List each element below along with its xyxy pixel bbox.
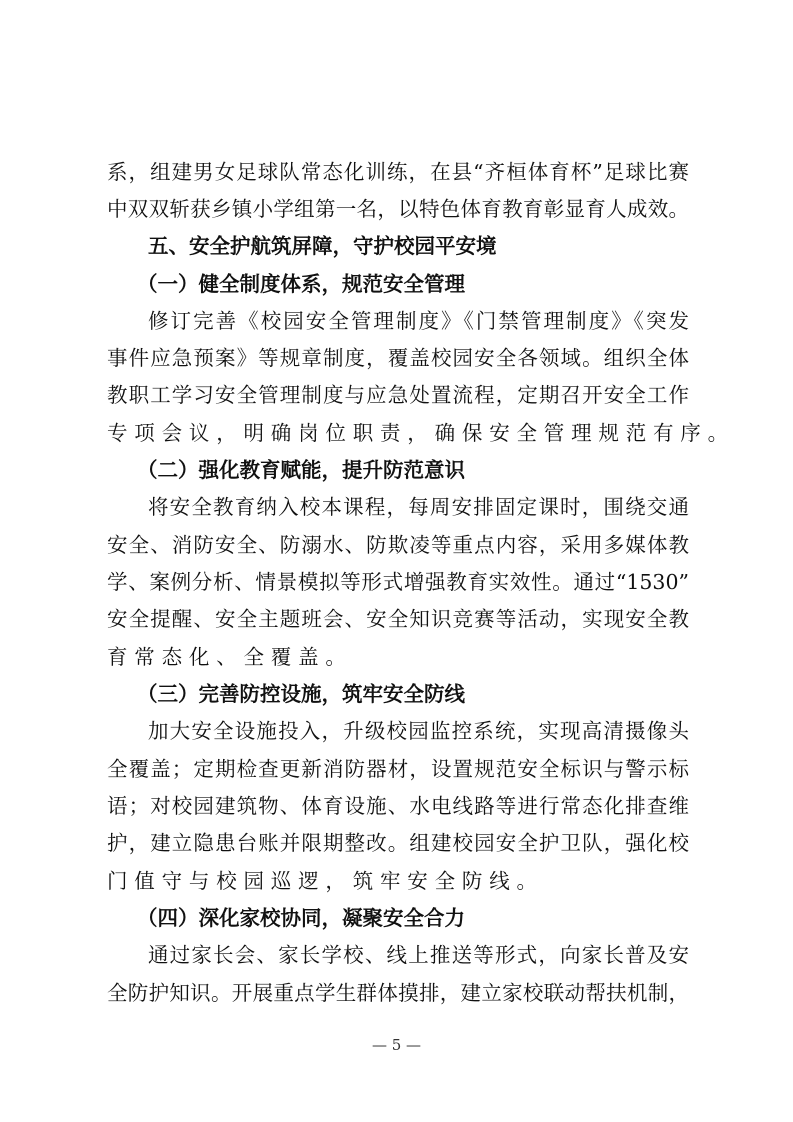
- paragraph-line: 通过家长会、家长学校、线上推送等形式，向家长普及安: [148, 943, 689, 967]
- subsection-heading: （一）健全制度体系，规范安全管理: [137, 272, 465, 296]
- paragraph-line: 修订完善《校园安全管理制度》《门禁管理制度》《突发: [148, 309, 689, 333]
- subsection-heading: （三）完善防控设施，筑牢安全防线: [137, 682, 465, 706]
- paragraph-line: 护，建立隐患台账并限期整改。组建校园安全护卫队，强化校: [107, 831, 689, 855]
- paragraph-line: 育常态化、全覆盖。: [107, 645, 353, 669]
- paragraph-line: 教职工学习安全管理制度与应急处置流程，定期召开安全工作: [107, 383, 689, 407]
- paragraph-line: 事件应急预案》等规章制度，覆盖校园安全各领域。组织全体: [107, 346, 689, 370]
- page-number: — 5 —: [371, 1036, 422, 1054]
- paragraph-line: 系，组建男女足球队常态化训练，在县“齐桓体育杯”足球比赛: [107, 160, 689, 184]
- paragraph-line: 安全提醒、安全主题班会、安全知识竞赛等活动，实现安全教: [107, 607, 689, 631]
- subsection-heading: （四）深化家校协同，凝聚安全合力: [137, 906, 465, 930]
- subsection-heading: （二）强化教育赋能，提升防范意识: [137, 458, 465, 482]
- paragraph-line: 门值守与校园巡逻，筑牢安全防线。: [107, 869, 544, 893]
- section-heading: 五、安全护航筑屏障，守护校园平安境: [148, 234, 497, 258]
- paragraph-line: 中双双斩获乡镇小学组第一名，以特色体育教育彰显育人成效。: [107, 197, 689, 221]
- paragraph-line: 加大安全设施投入，升级校园监控系统，实现高清摄像头: [148, 719, 689, 743]
- paragraph-line: 全覆盖；定期检查更新消防器材，设置规范安全标识与警示标: [107, 757, 689, 781]
- paragraph-line: 语；对校园建筑物、体育设施、水电线路等进行常态化排查维: [107, 794, 689, 818]
- paragraph-line: 安全、消防安全、防溺水、防欺凌等重点内容，采用多媒体教: [107, 533, 689, 557]
- paragraph-line: 将安全教育纳入校本课程，每周安排固定课时，围绕交通: [148, 495, 689, 519]
- paragraph-line: 学、案例分析、情景模拟等形式增强教育实效性。通过“1530”: [107, 570, 689, 594]
- paragraph-line: 全防护知识。开展重点学生群体摸排，建立家校联动帮扶机制，: [107, 981, 689, 1005]
- paragraph-line: 专项会议，明确岗位职责，确保安全管理规范有序。: [107, 421, 735, 445]
